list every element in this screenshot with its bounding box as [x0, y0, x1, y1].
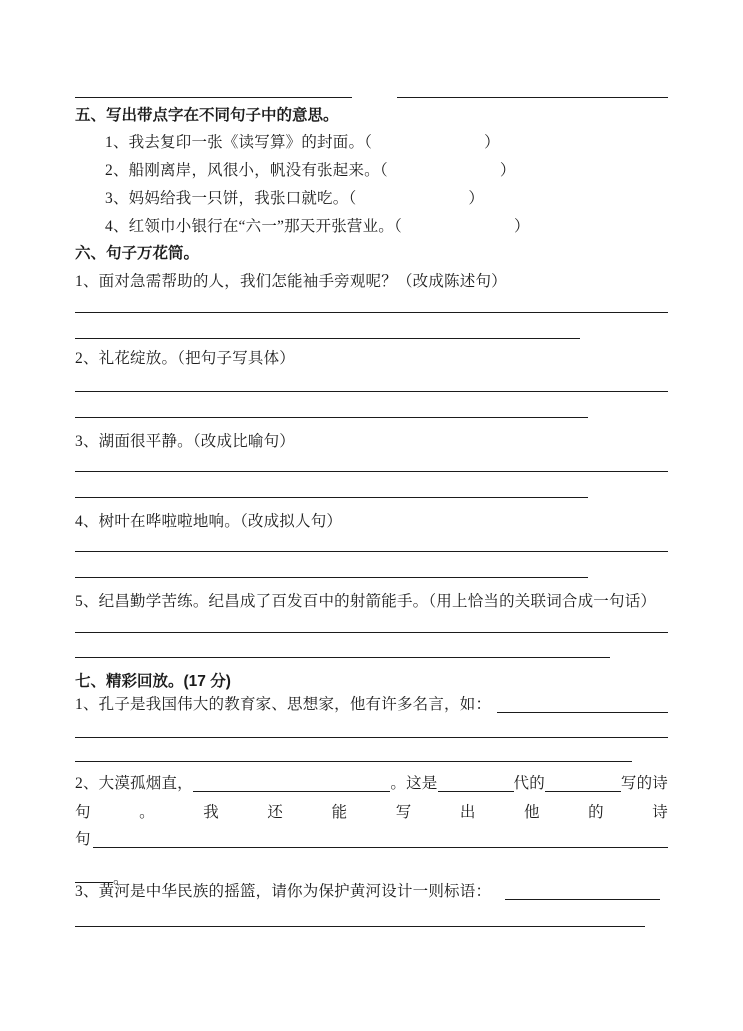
paren-close: ）	[468, 190, 485, 207]
question-item: 1、面对急需帮助的人，我们怎能袖手旁观呢？（改成陈述句）	[75, 273, 507, 290]
justified-char: 。	[139, 804, 155, 821]
justified-char: 出	[459, 804, 476, 821]
question-item: 4、树叶在哗啦啦地响。（改成拟人句）	[75, 513, 343, 530]
answer-blank	[438, 774, 514, 792]
answer-line	[75, 338, 580, 339]
section-heading: 五、写出带点字在不同句子中的意思。	[75, 107, 339, 124]
question-text: 句	[75, 831, 91, 848]
section-heading: 七、精彩回放。(17 分)	[75, 673, 231, 690]
answer-line	[75, 97, 352, 98]
paren-close: ）	[513, 218, 530, 235]
question-text: 。这是	[390, 775, 438, 792]
answer-blank	[193, 774, 391, 792]
question-text: 3、妈妈给我一只饼，我张口就吃。	[105, 190, 349, 207]
answer-line	[75, 657, 610, 658]
justified-char: 他	[523, 804, 540, 821]
question-item	[105, 133, 500, 152]
answer-blank	[93, 830, 668, 848]
question-item	[105, 189, 484, 208]
paren-open: （	[348, 190, 357, 207]
question-text: 代的	[513, 775, 545, 792]
question-item: 5、纪昌勤学苦练。纪昌成了百发百中的射箭能手。（用上恰当的关联词合成一句话）	[75, 593, 657, 610]
justified-char: 还	[267, 804, 284, 821]
question-item	[105, 217, 530, 236]
answer-blank	[75, 865, 113, 883]
answer-line	[75, 577, 588, 578]
paren-open: （	[379, 162, 388, 179]
question-item: 2、礼花绽放。（把句子写具体）	[75, 350, 296, 367]
answer-line	[75, 497, 588, 498]
answer-blank	[497, 695, 668, 713]
justified-char: 句	[75, 804, 91, 821]
answer-line	[75, 471, 668, 472]
section-heading: 六、句子万花筒。	[75, 245, 200, 262]
justified-text-row	[75, 803, 668, 822]
justified-char: 的	[588, 804, 604, 821]
answer-line	[397, 97, 668, 98]
question-text: 写的诗	[620, 775, 668, 792]
answer-line	[75, 391, 668, 392]
answer-line	[75, 312, 668, 313]
question-text: 。	[113, 870, 129, 887]
paren-close: ）	[484, 134, 500, 151]
justified-char: 我	[203, 804, 219, 821]
justified-char: 诗	[652, 804, 668, 821]
question-item: 3、湖面很平静。（改成比喻句）	[75, 433, 296, 450]
answer-line	[75, 417, 588, 418]
question-text: 1、我去复印一张《读写算》的封面。	[105, 134, 365, 151]
question-text: 4、红领巾小银行在“六一”那天开张营业。	[105, 218, 395, 235]
paren-open: （	[394, 218, 402, 235]
question-item	[75, 695, 668, 714]
question-text: 2、船刚离岸，风很小，帆没有张起来。	[105, 162, 380, 179]
paren-close: ）	[499, 162, 516, 179]
answer-line	[75, 632, 668, 633]
justified-char: 写	[395, 804, 412, 821]
paren-open: （	[364, 134, 373, 151]
answer-line	[75, 737, 668, 738]
answer-blank	[505, 882, 660, 900]
question-text: 3、黄河是中华民族的摇篮，请你为保护黄河设计一则标语：	[75, 883, 492, 900]
answer-line	[75, 551, 668, 552]
answer-line	[75, 761, 632, 762]
question-item	[75, 882, 668, 901]
question-item	[105, 161, 516, 180]
question-text: 2、大漠孤烟直，	[75, 775, 193, 792]
question-item	[75, 830, 668, 849]
answer-blank	[545, 774, 621, 792]
question-text: 1、孔子是我国伟大的教育家、思想家，他有许多名言，如：	[75, 696, 492, 713]
justified-char: 能	[331, 804, 348, 821]
question-item	[75, 774, 668, 793]
answer-line	[75, 926, 645, 927]
